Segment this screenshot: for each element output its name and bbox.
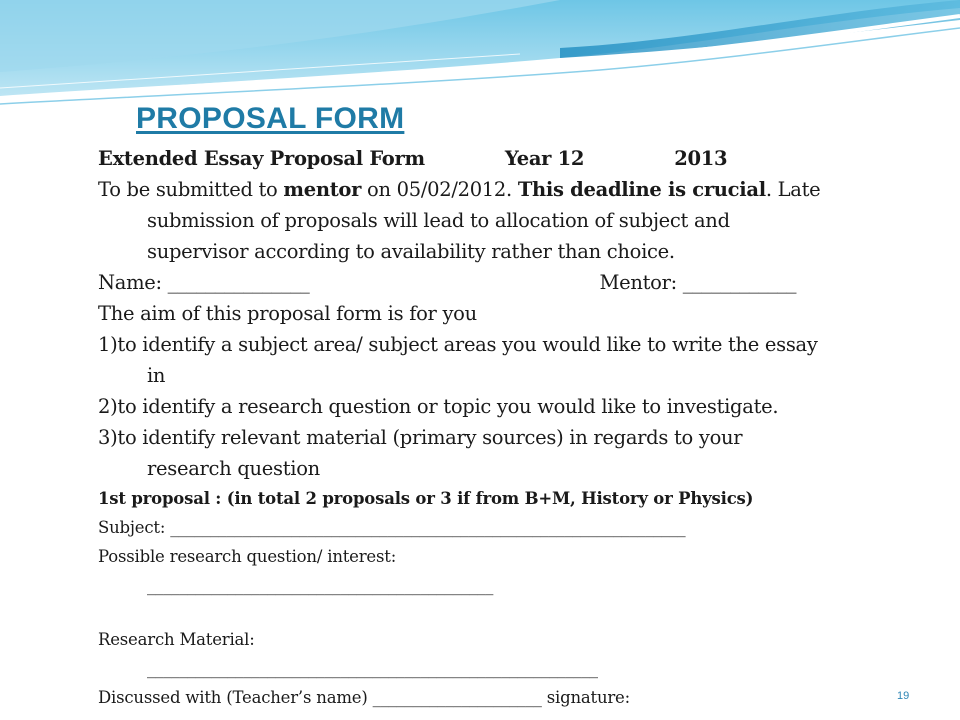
research-question-blank[interactable]: ___________________________________________ bbox=[147, 576, 494, 595]
form-header-line bbox=[98, 143, 950, 174]
aim-item-3-cont: research question bbox=[147, 457, 320, 480]
intro-line-3: supervisor according to availability rather than choice. bbox=[147, 240, 675, 263]
form-name: Extended Essay Proposal Form bbox=[98, 147, 425, 170]
aims-lead: The aim of this proposal form is for you bbox=[98, 302, 477, 325]
mentor-emphasis: mentor bbox=[283, 178, 362, 201]
decorative-wave-header bbox=[0, 0, 960, 115]
discussed-with-line[interactable]: Discussed with (Teacher’s name) _____________________ signature: bbox=[98, 688, 630, 707]
aim-item-1-cont: in bbox=[147, 364, 166, 387]
intro-line-2: submission of proposals will lead to allocation of subject and bbox=[147, 209, 730, 232]
aim-item-2: 2)to identify a research question or topic you would like to investigate. bbox=[98, 395, 779, 418]
intro-line-1: To be submitted to mentor on 05/02/2012. This deadline is crucial. Late bbox=[98, 178, 821, 201]
mentor-field[interactable]: Mentor: ____________ bbox=[599, 271, 797, 294]
research-material-label: Research Material: bbox=[98, 630, 255, 649]
aim-item-1: 1)to identify a subject area/ subject areas you would like to write the essay bbox=[98, 333, 818, 356]
page-number: 19 bbox=[897, 690, 910, 702]
slide-title: PROPOSAL FORM bbox=[136, 102, 405, 135]
year-label: Year 12 bbox=[504, 147, 585, 170]
proposal-heading: 1st proposal : (in total 2 proposals or 3 if from B+M, History or Physics) bbox=[98, 489, 754, 508]
research-question-label: Possible research question/ interest: bbox=[98, 547, 397, 566]
aim-item-3: 3)to identify relevant material (primary sources) in regards to your bbox=[98, 426, 743, 449]
proposal-form-body bbox=[98, 143, 950, 712]
subject-field[interactable]: Subject: ________________________________________________________________ bbox=[98, 518, 686, 537]
research-material-blank[interactable]: ________________________________________________________ bbox=[147, 659, 598, 678]
year-value: 2013 bbox=[674, 147, 728, 170]
name-field[interactable]: Name: _______________ bbox=[98, 271, 310, 294]
name-mentor-line bbox=[98, 267, 950, 298]
deadline-emphasis: This deadline is crucial bbox=[517, 178, 766, 201]
